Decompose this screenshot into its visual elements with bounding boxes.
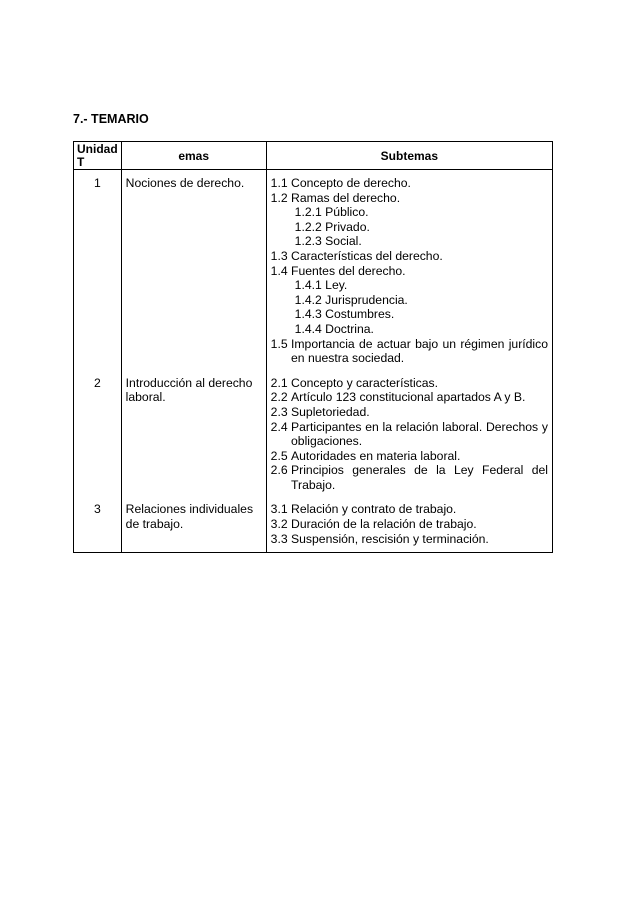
subtopic-text: 1.4.4 Doctrina.: [294, 321, 374, 336]
subtopic-text: Concepto de derecho.: [291, 176, 411, 190]
subtopic-number: 1.4: [270, 263, 292, 278]
subtopic-item: [271, 176, 548, 191]
subtopic-number: 1.2: [270, 190, 292, 205]
unit-number: 2: [74, 376, 122, 503]
unit-subtopics: [266, 376, 552, 503]
subtopic-text: 1.4.2 Jurisprudencia.: [294, 292, 408, 307]
subtopic-number: 2.3: [270, 404, 292, 419]
subtopic-number: 2.1: [270, 375, 292, 390]
subtopic-text: Características del derecho.: [291, 248, 443, 263]
subtopic-text: Autoridades en materia laboral.: [291, 448, 461, 463]
subtopic-text: Principios generales de la Ley Federal del Trabajo.: [291, 463, 548, 492]
subtopic-item: [271, 449, 548, 464]
subtopic-number: 3.1: [270, 502, 292, 517]
subtopic-item: [271, 502, 548, 517]
subtopic-item: [271, 293, 548, 308]
subtopic-item: [271, 264, 548, 279]
subtopic-text: Artículo 123 constitucional apartados A y B.: [291, 390, 526, 405]
subtopic-text: Ramas del derecho.: [291, 190, 401, 205]
subtopic-item: [271, 463, 548, 492]
subtopic-number: 2.4: [270, 419, 292, 434]
section-title: 7.- TEMARIO: [73, 112, 149, 126]
subtopic-number: 1.1: [270, 176, 292, 190]
subtopic-number: 1.3: [270, 248, 292, 263]
subtopic-item: [271, 337, 548, 366]
subtopic-text: 1.4.3 Costumbres.: [294, 307, 395, 322]
subtopic-item: [271, 405, 548, 420]
subtopic-text: 1.4.1 Ley.: [294, 278, 348, 293]
subtopic-text: Duración de la relación de trabajo.: [291, 517, 477, 532]
unit-topic: Nociones de derecho.: [121, 170, 266, 376]
subtopic-text: Suspensión, rescisión y terminación.: [291, 531, 489, 546]
subtopic-number: 3.2: [270, 517, 292, 532]
subtopic-item: [271, 278, 548, 293]
table-header-row: [74, 142, 553, 170]
temario-table: [73, 141, 553, 553]
subtopic-item: [271, 205, 548, 220]
subtopic-number: 1.5: [270, 336, 292, 351]
subtopic-item: [271, 420, 548, 449]
unit-subtopics: [266, 170, 552, 376]
subtopic-number: 2.5: [270, 448, 292, 463]
subtopic-item: [271, 517, 548, 532]
units-body: [74, 170, 553, 553]
subtopic-text: Relación y contrato de trabajo.: [291, 502, 457, 517]
table-row: [74, 170, 553, 376]
subtopic-text: Concepto y características.: [291, 375, 439, 390]
unit-number: 3: [74, 502, 122, 552]
unit-topic: Relaciones individuales de trabajo.: [121, 502, 266, 552]
subtopic-text: Fuentes del derecho.: [291, 263, 406, 278]
header-unidad: Unidad T: [74, 142, 122, 170]
subtopic-text: Supletoriedad.: [291, 404, 370, 419]
unit-number: 1: [74, 170, 122, 376]
subtopic-item: [271, 322, 548, 337]
subtopic-item: [271, 307, 548, 322]
subtopic-item: [271, 376, 548, 391]
subtopic-item: [271, 390, 548, 405]
header-temas: emas: [121, 142, 266, 170]
table-row: [74, 502, 553, 552]
subtopic-text: 1.2.1 Público.: [294, 205, 369, 220]
subtopic-text: 1.2.3 Social.: [294, 234, 362, 249]
unit-topic: Introducción al derecho laboral.: [121, 376, 266, 503]
header-subtemas: Subtemas: [266, 142, 552, 170]
subtopic-text: Importancia de actuar bajo un régimen jurídico en nuestra sociedad.: [291, 336, 548, 366]
subtopic-number: 2.6: [270, 463, 292, 478]
subtopic-text: Participantes en la relación laboral. Derechos y obligaciones.: [291, 419, 548, 449]
subtopic-item: [271, 191, 548, 206]
subtopic-number: 3.3: [270, 531, 292, 546]
subtopic-item: [271, 532, 548, 547]
subtopic-text: 1.2.2 Privado.: [294, 219, 370, 234]
subtopic-item: [271, 249, 548, 264]
unit-subtopics: [266, 502, 552, 552]
table-row: [74, 376, 553, 503]
subtopic-item: [271, 220, 548, 235]
subtopic-item: [271, 234, 548, 249]
subtopic-number: 2.2: [270, 390, 292, 405]
